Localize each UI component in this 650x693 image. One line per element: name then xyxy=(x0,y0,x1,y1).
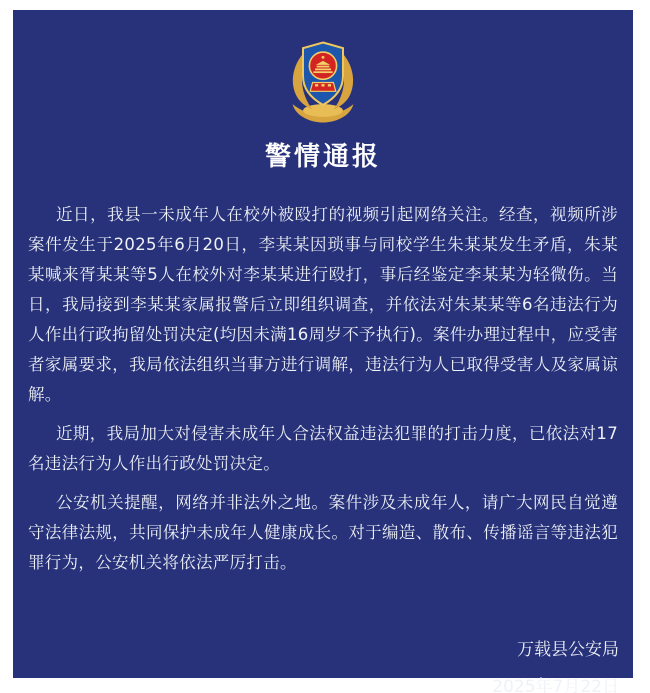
notice-title: 警情通报 xyxy=(264,142,381,172)
notice-paragraph-1: 近日，我县一未成年人在校外被殴打的视频引起网络关注。经查，视频所涉案件发生于2025年6月20日，李某某因琐事与同校学生朱某某发生矛盾，朱某某喊来胥某某等5人在校外对李某某进行殴打，事后经鉴定李某某为轻微伤。当日，我局接到李某某家属报警后立即组织调查，并依法对朱某某等6名违法行为人作出行政拘留处罚决定(均因未满16周岁不予执行)。案件办理过程中，应受害者家属要求，我局依法组织当事方进行调解，违法行为人已取得受害人及家属谅解。 xyxy=(28,205,618,404)
notice-body xyxy=(13,173,633,578)
issue-date: 2025年7月22日 xyxy=(492,677,619,693)
notice-paragraph-3: 公安机关提醒，网络并非法外之地。案件涉及未成年人，请广大网民自觉遵守法律法规，共同保护未成年人健康成长。对于编造、散布、传播谣言等违法犯罪行为，公安机关将依法严厉打击。 xyxy=(28,493,618,572)
signature-block xyxy=(13,632,633,693)
police-notice-panel xyxy=(13,10,633,693)
badge-container xyxy=(13,10,633,125)
notice-paragraph-2: 近期，我局加大对侵害未成年人合法权益违法犯罪的打击力度，已依法对17名违法行为人作出行政处罚决定。 xyxy=(28,424,618,473)
china-police-badge-icon xyxy=(283,40,363,125)
issuing-authority: 万载县公安局 xyxy=(517,640,619,660)
